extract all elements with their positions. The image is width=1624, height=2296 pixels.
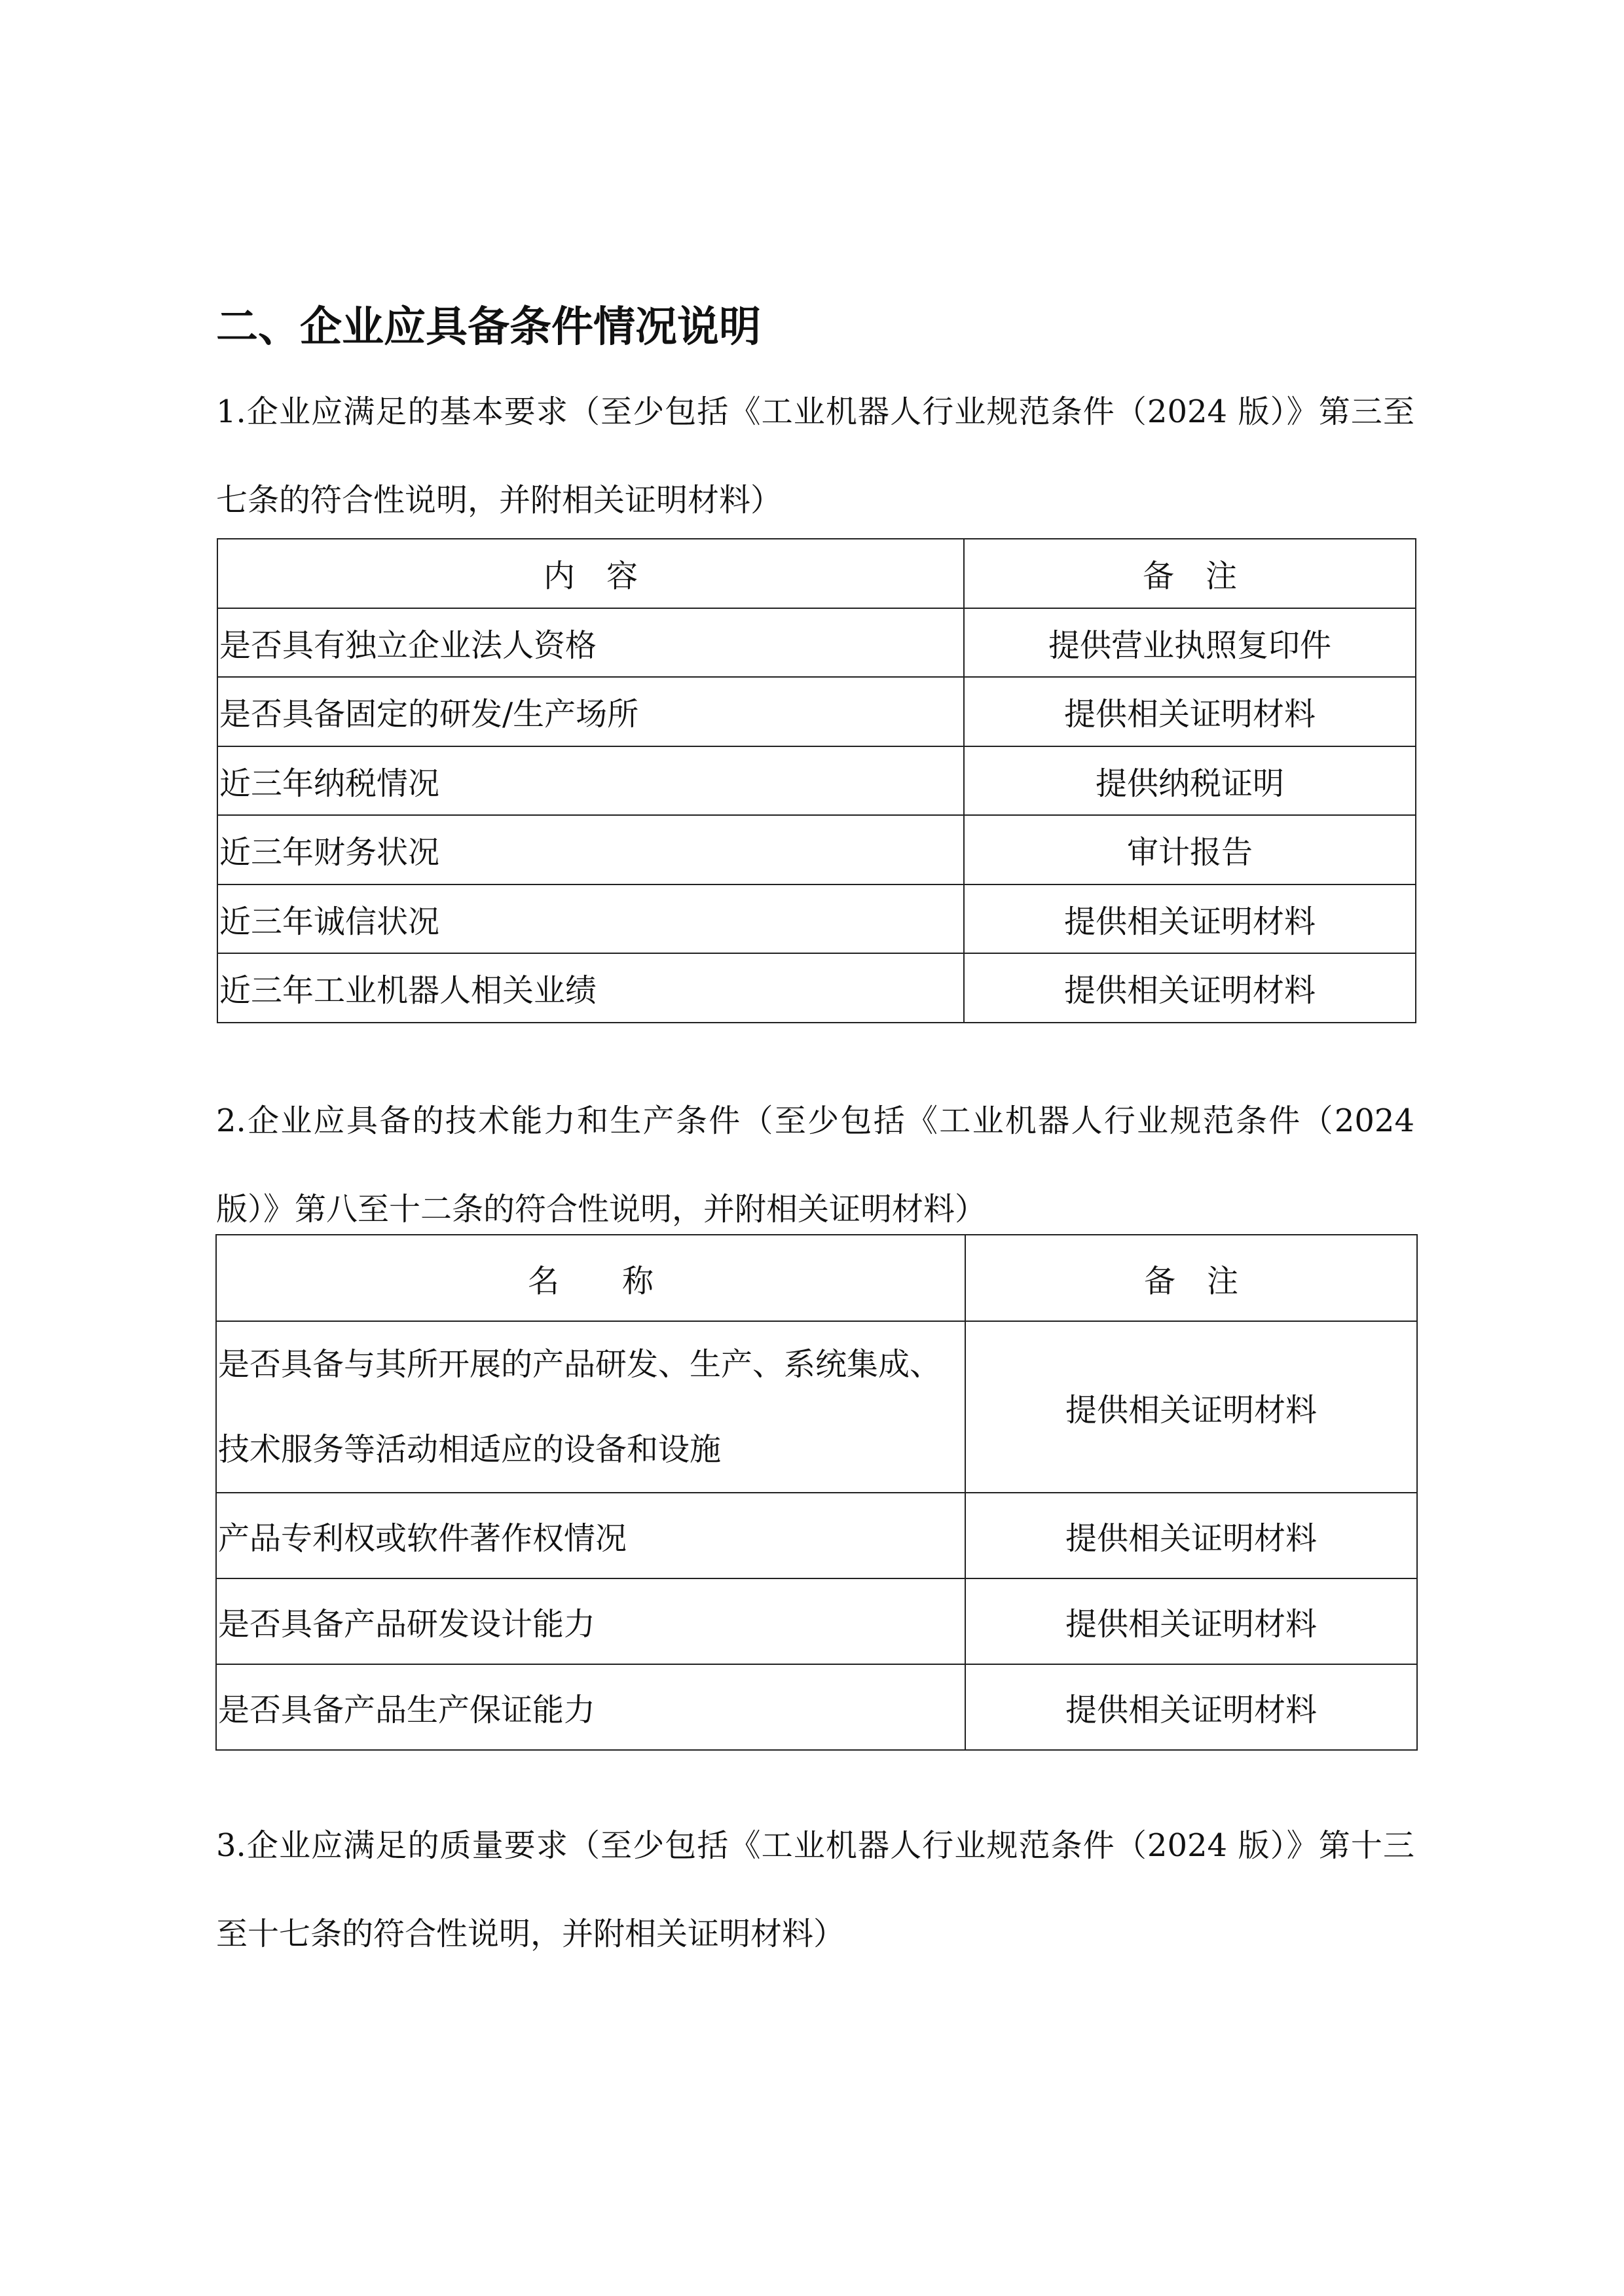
table-header-row [217, 539, 1416, 608]
table-row [217, 953, 1416, 1023]
section2-intro: 2.企业应具备的技术能力和生产条件（至少包括《工业机器人行业规范条件（2024 版）》第八至十二条的符合性说明，并附相关证明材料） [216, 1102, 1414, 1228]
row-note: 提供相关证明材料 [964, 953, 1416, 1023]
table-row [217, 608, 1416, 678]
row-item: 是否具备产品生产保证能力 [216, 1664, 965, 1750]
table-header-row [216, 1235, 1417, 1321]
row-item: 近三年财务状况 [217, 815, 964, 884]
row-item: 是否具备固定的研发/生产场所 [217, 677, 964, 746]
row-item: 近三年纳税情况 [217, 746, 964, 816]
row-item: 近三年工业机器人相关业绩 [217, 953, 964, 1023]
basic-requirements-table [217, 538, 1416, 1023]
column-header-content: 内 容 [217, 539, 964, 608]
row-item: 是否具备与其所开展的产品研发、生产、系统集成、技术服务等活动相适应的设备和设施 [216, 1321, 965, 1493]
technical-capability-table [215, 1234, 1418, 1751]
section3-intro: 3.企业应满足的质量要求（至少包括《工业机器人行业规范条件（2024 版）》第十三至十七条的符合性说明，并附相关证明材料） [216, 1827, 1414, 1952]
section-title: 二、企业应具备条件情况说明 [216, 303, 761, 352]
row-note: 提供相关证明材料 [965, 1664, 1417, 1750]
row-note: 提供相关证明材料 [965, 1578, 1417, 1664]
table-row [216, 1664, 1417, 1750]
table-row [216, 1578, 1417, 1664]
row-note: 审计报告 [964, 815, 1416, 884]
row-item: 是否具有独立企业法人资格 [217, 608, 964, 678]
table-row [217, 815, 1416, 884]
table-row [216, 1321, 1417, 1493]
row-item: 产品专利权或软件著作权情况 [216, 1493, 965, 1578]
row-note: 提供相关证明材料 [964, 677, 1416, 746]
table-row [217, 884, 1416, 954]
column-header-remarks: 备 注 [964, 539, 1416, 608]
table-row [216, 1493, 1417, 1578]
table-row [217, 746, 1416, 816]
column-header-name: 名 称 [216, 1235, 965, 1321]
row-note: 提供纳税证明 [964, 746, 1416, 816]
table-row [217, 677, 1416, 746]
row-note: 提供相关证明材料 [965, 1321, 1417, 1493]
row-note: 提供相关证明材料 [965, 1493, 1417, 1578]
row-note: 提供相关证明材料 [964, 884, 1416, 954]
row-item: 是否具备产品研发设计能力 [216, 1578, 965, 1664]
column-header-remarks: 备 注 [965, 1235, 1417, 1321]
section1-intro: 1.企业应满足的基本要求（至少包括《工业机器人行业规范条件（2024 版）》第三至七条的符合性说明，并附相关证明材料） [216, 393, 1414, 519]
row-item: 近三年诚信状况 [217, 884, 964, 954]
row-note: 提供营业执照复印件 [964, 608, 1416, 678]
